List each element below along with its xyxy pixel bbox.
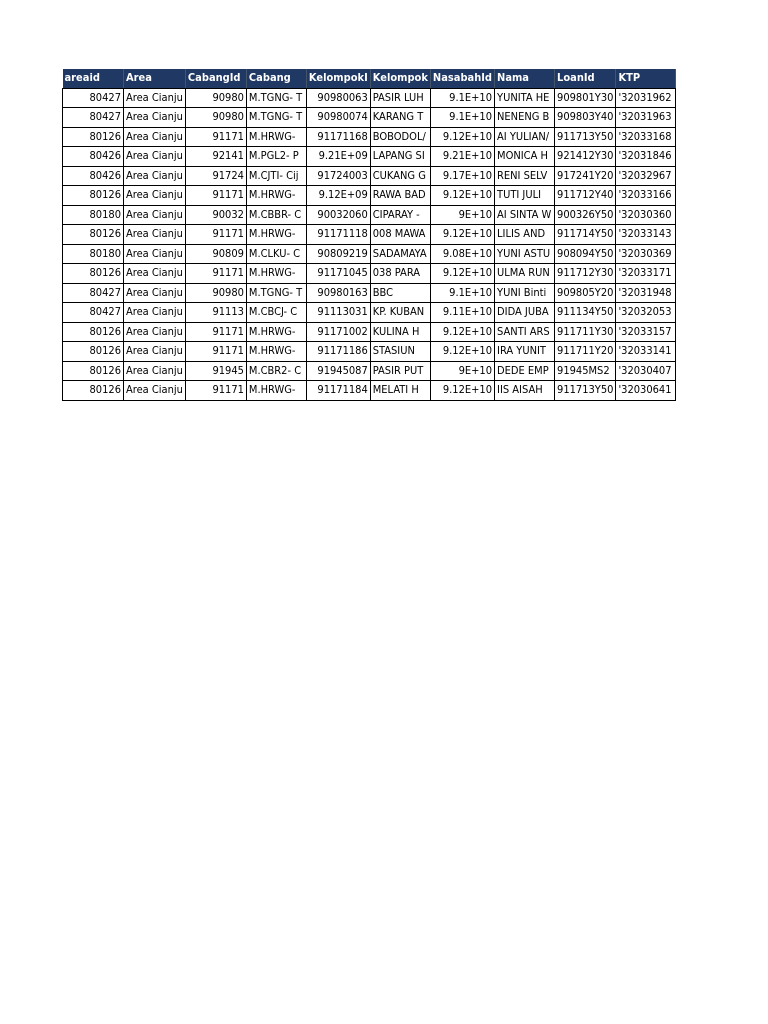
cell-cabangid[interactable]: 90980 (185, 108, 246, 128)
cell-areaid[interactable]: 80427 (63, 283, 124, 303)
cell-loanid[interactable]: 911714Y50 (555, 225, 616, 245)
cell-kelompokid[interactable]: 90980074 (306, 108, 370, 128)
cell-loanid[interactable]: 917241Y20 (555, 166, 616, 186)
cell-kelompok[interactable]: CIPARAY - (370, 205, 430, 225)
cell-nasabahid[interactable]: 9.12E+10 (430, 322, 494, 342)
table-row (63, 342, 676, 362)
cell-kelompokid[interactable]: 90980163 (306, 283, 370, 303)
cell-areaid[interactable]: 80126 (63, 127, 124, 147)
cell-loanid[interactable]: 911134Y50 (555, 303, 616, 323)
cell-kelompokid[interactable]: 9.21E+09 (306, 147, 370, 167)
cell-areaid[interactable]: 80427 (63, 108, 124, 128)
cell-cabangid[interactable]: 91724 (185, 166, 246, 186)
cell-ktp[interactable]: '32032967 (616, 166, 676, 186)
table-row (63, 322, 676, 342)
header-row (63, 69, 676, 88)
cell-nasabahid[interactable]: 9.1E+10 (430, 88, 494, 108)
cell-ktp[interactable]: '32032053 (616, 303, 676, 323)
cell-cabang[interactable]: M.HRWG- (246, 322, 306, 342)
data-table (62, 69, 676, 401)
cell-areaid[interactable]: 80126 (63, 264, 124, 284)
cell-cabang[interactable]: M.CLKU- C (246, 244, 306, 264)
cell-areaid[interactable]: 80180 (63, 244, 124, 264)
cell-loanid[interactable]: 909801Y30 (555, 88, 616, 108)
cell-cabang[interactable]: M.TGNG- T (246, 88, 306, 108)
cell-loanid[interactable]: 911712Y40 (555, 186, 616, 206)
cell-loanid[interactable]: 909803Y40 (555, 108, 616, 128)
cell-areaid[interactable]: 80126 (63, 322, 124, 342)
cell-cabang[interactable]: M.HRWG- (246, 225, 306, 245)
cell-ktp[interactable]: '32033143 (616, 225, 676, 245)
cell-cabangid[interactable]: 91171 (185, 381, 246, 401)
cell-nasabahid[interactable]: 9.12E+10 (430, 186, 494, 206)
cell-ktp[interactable]: '32033168 (616, 127, 676, 147)
cell-nasabahid[interactable]: 9.12E+10 (430, 342, 494, 362)
cell-cabang[interactable]: M.CJTI- Cij (246, 166, 306, 186)
cell-nama[interactable]: AI YULIAN/ (495, 127, 555, 147)
cell-ktp[interactable]: '32033157 (616, 322, 676, 342)
cell-nasabahid[interactable]: 9.17E+10 (430, 166, 494, 186)
cell-kelompok[interactable]: PASIR PUT (370, 361, 430, 381)
column-header-kelompokid[interactable]: KelompokI (306, 69, 370, 88)
cell-area[interactable]: Area Cianju (124, 283, 186, 303)
cell-nasabahid[interactable]: 9.12E+10 (430, 264, 494, 284)
cell-nama[interactable]: YUNI Binti (495, 283, 555, 303)
cell-nama[interactable]: YUNI ASTU (495, 244, 555, 264)
cell-areaid[interactable]: 80126 (63, 225, 124, 245)
cell-cabangid[interactable]: 91171 (185, 225, 246, 245)
cell-nama[interactable]: DEDE EMP (495, 361, 555, 381)
cell-area[interactable]: Area Cianju (124, 88, 186, 108)
cell-nama[interactable]: MONICA H (495, 147, 555, 167)
cell-kelompokid[interactable]: 90809219 (306, 244, 370, 264)
table-row (63, 381, 676, 401)
cell-kelompok[interactable]: LAPANG SI (370, 147, 430, 167)
cell-nama[interactable]: TUTI JULI (495, 186, 555, 206)
cell-loanid[interactable]: 909805Y20 (555, 283, 616, 303)
cell-nama[interactable]: AI SINTA W (495, 205, 555, 225)
cell-cabangid[interactable]: 91171 (185, 342, 246, 362)
column-header-loanid[interactable]: LoanId (555, 69, 616, 88)
table-row (63, 88, 676, 108)
cell-nama[interactable]: DIDA JUBA (495, 303, 555, 323)
cell-loanid[interactable]: 91945MS2 (555, 361, 616, 381)
cell-cabangid[interactable]: 91171 (185, 186, 246, 206)
table-row (63, 303, 676, 323)
cell-kelompok[interactable]: 008 MAWA (370, 225, 430, 245)
cell-nasabahid[interactable]: 9.12E+10 (430, 225, 494, 245)
cell-cabang[interactable]: M.CBCJ- C (246, 303, 306, 323)
cell-ktp[interactable]: '32033171 (616, 264, 676, 284)
cell-area[interactable]: Area Cianju (124, 342, 186, 362)
cell-nama[interactable]: RENI SELV (495, 166, 555, 186)
cell-cabangid[interactable]: 90980 (185, 283, 246, 303)
cell-kelompokid[interactable]: 91171118 (306, 225, 370, 245)
column-header-kelompok[interactable]: Kelompok (370, 69, 430, 88)
cell-areaid[interactable]: 80126 (63, 186, 124, 206)
cell-loanid[interactable]: 921412Y30 (555, 147, 616, 167)
cell-cabang[interactable]: M.CBBR- C (246, 205, 306, 225)
cell-nama[interactable]: LILIS AND (495, 225, 555, 245)
cell-area[interactable]: Area Cianju (124, 147, 186, 167)
cell-cabangid[interactable]: 90980 (185, 88, 246, 108)
cell-kelompok[interactable]: BBC (370, 283, 430, 303)
cell-nasabahid[interactable]: 9.21E+10 (430, 147, 494, 167)
cell-areaid[interactable]: 80180 (63, 205, 124, 225)
cell-cabangid[interactable]: 91945 (185, 361, 246, 381)
cell-ktp[interactable]: '32030407 (616, 361, 676, 381)
cell-area[interactable]: Area Cianju (124, 244, 186, 264)
cell-loanid[interactable]: 911711Y30 (555, 322, 616, 342)
cell-ktp[interactable]: '32031963 (616, 108, 676, 128)
cell-kelompokid[interactable]: 9.12E+09 (306, 186, 370, 206)
table-row (63, 147, 676, 167)
cell-kelompok[interactable]: RAWA BAD (370, 186, 430, 206)
cell-cabang[interactable]: M.HRWG- (246, 342, 306, 362)
table-row (63, 127, 676, 147)
table-row (63, 108, 676, 128)
table-row (63, 166, 676, 186)
cell-kelompok[interactable]: STASIUN (370, 342, 430, 362)
column-header-cabangid[interactable]: CabangId (185, 69, 246, 88)
cell-areaid[interactable]: 80126 (63, 361, 124, 381)
column-header-cabang[interactable]: Cabang (246, 69, 306, 88)
cell-area[interactable]: Area Cianju (124, 303, 186, 323)
cell-kelompokid[interactable]: 91171045 (306, 264, 370, 284)
cell-nasabahid[interactable]: 9.1E+10 (430, 283, 494, 303)
cell-cabang[interactable]: M.TGNG- T (246, 108, 306, 128)
cell-nasabahid[interactable]: 9E+10 (430, 205, 494, 225)
cell-nama[interactable]: NENENG B (495, 108, 555, 128)
cell-area[interactable]: Area Cianju (124, 205, 186, 225)
cell-nasabahid[interactable]: 9.12E+10 (430, 127, 494, 147)
cell-kelompokid[interactable]: 91113031 (306, 303, 370, 323)
cell-nasabahid[interactable]: 9.12E+10 (430, 381, 494, 401)
cell-kelompok[interactable]: MELATI H (370, 381, 430, 401)
column-header-nasabahid[interactable]: NasabahId (430, 69, 494, 88)
cell-kelompok[interactable]: SADAMAYA (370, 244, 430, 264)
cell-cabang[interactable]: M.CBR2- C (246, 361, 306, 381)
cell-cabang[interactable]: M.TGNG- T (246, 283, 306, 303)
cell-kelompokid[interactable]: 91945087 (306, 361, 370, 381)
cell-loanid[interactable]: 911713Y50 (555, 127, 616, 147)
cell-kelompok[interactable]: KARANG T (370, 108, 430, 128)
cell-areaid[interactable]: 80427 (63, 88, 124, 108)
cell-kelompokid[interactable]: 91171168 (306, 127, 370, 147)
cell-cabangid[interactable]: 91171 (185, 322, 246, 342)
cell-kelompok[interactable]: 038 PARA (370, 264, 430, 284)
cell-nama[interactable]: ULMA RUN (495, 264, 555, 284)
cell-kelompok[interactable]: PASIR LUH (370, 88, 430, 108)
cell-areaid[interactable]: 80426 (63, 147, 124, 167)
cell-ktp[interactable]: '32031962 (616, 88, 676, 108)
table-row (63, 283, 676, 303)
cell-cabangid[interactable]: 92141 (185, 147, 246, 167)
cell-nama[interactable]: IIS AISAH (495, 381, 555, 401)
cell-ktp[interactable]: '32030641 (616, 381, 676, 401)
cell-ktp[interactable]: '32030360 (616, 205, 676, 225)
cell-cabangid[interactable]: 90809 (185, 244, 246, 264)
column-header-ktp[interactable]: KTP (616, 69, 676, 88)
cell-loanid[interactable]: 911713Y50 (555, 381, 616, 401)
cell-kelompokid[interactable]: 91171184 (306, 381, 370, 401)
cell-area[interactable]: Area Cianju (124, 127, 186, 147)
cell-nasabahid[interactable]: 9.08E+10 (430, 244, 494, 264)
cell-kelompokid[interactable]: 91171002 (306, 322, 370, 342)
cell-kelompok[interactable]: CUKANG G (370, 166, 430, 186)
table-row (63, 205, 676, 225)
cell-area[interactable]: Area Cianju (124, 361, 186, 381)
cell-area[interactable]: Area Cianju (124, 381, 186, 401)
cell-ktp[interactable]: '32030369 (616, 244, 676, 264)
cell-nama[interactable]: SANTI ARS (495, 322, 555, 342)
cell-areaid[interactable]: 80126 (63, 342, 124, 362)
table-body (63, 88, 676, 400)
cell-ktp[interactable]: '32033141 (616, 342, 676, 362)
cell-cabang[interactable]: M.PGL2- P (246, 147, 306, 167)
cell-area[interactable]: Area Cianju (124, 264, 186, 284)
cell-cabang[interactable]: M.HRWG- (246, 127, 306, 147)
cell-loanid[interactable]: 900326Y50 (555, 205, 616, 225)
cell-area[interactable]: Area Cianju (124, 322, 186, 342)
cell-cabang[interactable]: M.HRWG- (246, 264, 306, 284)
table-row (63, 361, 676, 381)
cell-area[interactable]: Area Cianju (124, 225, 186, 245)
table-row (63, 225, 676, 245)
cell-kelompokid[interactable]: 90980063 (306, 88, 370, 108)
cell-area[interactable]: Area Cianju (124, 108, 186, 128)
cell-cabangid[interactable]: 91171 (185, 127, 246, 147)
cell-cabangid[interactable]: 91113 (185, 303, 246, 323)
cell-ktp[interactable]: '32031846 (616, 147, 676, 167)
column-header-areaid[interactable]: areaid (63, 69, 124, 88)
column-header-area[interactable]: Area (124, 69, 186, 88)
cell-cabang[interactable]: M.HRWG- (246, 186, 306, 206)
cell-ktp[interactable]: '32031948 (616, 283, 676, 303)
table-row (63, 264, 676, 284)
cell-kelompok[interactable]: KULINA H (370, 322, 430, 342)
cell-areaid[interactable]: 80427 (63, 303, 124, 323)
cell-nasabahid[interactable]: 9.1E+10 (430, 108, 494, 128)
cell-loanid[interactable]: 911711Y20 (555, 342, 616, 362)
cell-ktp[interactable]: '32033166 (616, 186, 676, 206)
cell-area[interactable]: Area Cianju (124, 186, 186, 206)
cell-cabang[interactable]: M.HRWG- (246, 381, 306, 401)
table-row (63, 186, 676, 206)
cell-cabangid[interactable]: 91171 (185, 264, 246, 284)
cell-cabangid[interactable]: 90032 (185, 205, 246, 225)
cell-areaid[interactable]: 80126 (63, 381, 124, 401)
column-header-nama[interactable]: Nama (495, 69, 555, 88)
cell-nasabahid[interactable]: 9E+10 (430, 361, 494, 381)
cell-kelompok[interactable]: BOBODOL/ (370, 127, 430, 147)
cell-nasabahid[interactable]: 9.11E+10 (430, 303, 494, 323)
cell-kelompok[interactable]: KP. KUBAN (370, 303, 430, 323)
cell-kelompokid[interactable]: 91724003 (306, 166, 370, 186)
cell-loanid[interactable]: 911712Y30 (555, 264, 616, 284)
cell-kelompokid[interactable]: 91171186 (306, 342, 370, 362)
table-row (63, 244, 676, 264)
cell-area[interactable]: Area Cianju (124, 166, 186, 186)
cell-nama[interactable]: IRA YUNIT (495, 342, 555, 362)
cell-nama[interactable]: YUNITA HE (495, 88, 555, 108)
cell-areaid[interactable]: 80426 (63, 166, 124, 186)
cell-kelompokid[interactable]: 90032060 (306, 205, 370, 225)
cell-loanid[interactable]: 908094Y50 (555, 244, 616, 264)
